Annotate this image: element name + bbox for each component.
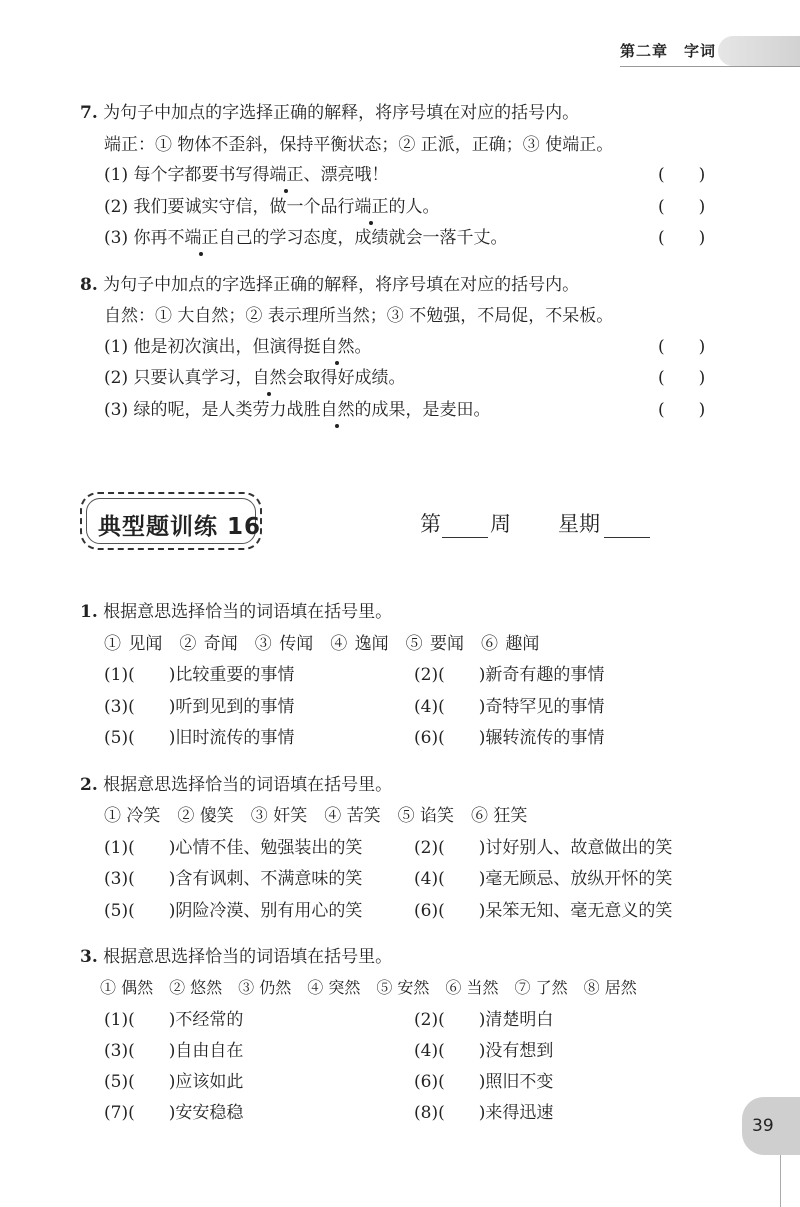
header-decoration [718,36,800,66]
dotted-word: 端正 [354,197,389,217]
weekday-blank[interactable] [604,537,650,538]
weekday-label: 星期 [558,512,600,536]
ex3-item-1[interactable]: (1)( )不经常的 [104,1010,244,1030]
sentence-text: 的成果，是麦田。 [354,400,491,420]
sentence-text: 。 [354,337,372,357]
ex2-item-2[interactable]: (2)( )讨好别人、故意做出的笑 [414,838,673,858]
sentence-text: (3) 你再不 [104,228,185,248]
ex2-item-5[interactable]: (5)( )阴险冷漠、别有用心的笑 [104,901,363,921]
answer-blank[interactable]: ( ) [658,197,706,217]
page-number: 39 [752,1116,774,1136]
dotted-word: 端正 [184,228,219,248]
ex2-prompt: 根据意思选择恰当的词语填在括号里。 [103,775,393,795]
ex3-item-6[interactable]: (6)( )照旧不变 [414,1072,554,1092]
ex3-item-2[interactable]: (2)( )清楚明白 [414,1010,554,1030]
ex2-options: ① 冷笑 ② 傻笑 ③ 奸笑 ④ 苦笑 ⑤ 谄笑 ⑥ 狂笑 [104,806,528,826]
ex1-item-2[interactable]: (2)( )新奇有趣的事情 [414,665,605,685]
ex1-item-3[interactable]: (3)( )听到见到的事情 [104,697,295,717]
ex3-item-4[interactable]: (4)( )没有想到 [414,1041,554,1061]
q7-sentence-1 [104,164,388,186]
ex3-options: ① 偶然 ② 悠然 ③ 仍然 ④ 突然 ⑤ 安然 ⑥ 当然 ⑦ 了然 ⑧ 居然 [100,978,637,997]
ex1-item-1[interactable]: (1)( )比较重要的事情 [104,665,295,685]
ex3-item-7[interactable]: (7)( )安安稳稳 [104,1103,244,1123]
sentence-text: (3) 绿的呢，是人类劳力战胜 [104,400,321,420]
q8-prompt-line [80,274,579,296]
answer-blank[interactable]: ( ) [658,368,706,388]
q7-prompt: 为句子中加点的字选择正确的解释，将序号填在对应的括号内。 [103,103,580,123]
ex3-number: 3. [80,947,98,967]
answer-blank[interactable]: ( ) [658,165,706,185]
q8-sentence-1 [104,336,371,358]
ex3-item-8[interactable]: (8)( )来得迅速 [414,1103,554,1123]
sentence-text: (1) 他是初次演出，但演得挺 [104,337,321,357]
q7-sentence-3 [104,227,507,249]
ex2-prompt-line [80,774,392,796]
ex1-item-6[interactable]: (6)( )辗转流传的事情 [414,728,605,748]
week-label-zhou: 周 [490,512,511,536]
page-edge-line [780,1155,781,1207]
ex1-prompt: 根据意思选择恰当的词语填在括号里。 [103,602,393,622]
q8-sentence-3 [104,399,490,421]
ex3-item-5[interactable]: (5)( )应该如此 [104,1072,244,1092]
answer-blank[interactable]: ( ) [658,228,706,248]
q8-prompt: 为句子中加点的字选择正确的解释，将序号填在对应的括号内。 [103,275,580,295]
q8-definitions: 自然：① 大自然；② 表示理所当然；③ 不勉强，不局促，不呆板。 [104,306,614,326]
answer-blank[interactable]: ( ) [658,337,706,357]
ex1-number: 1. [80,602,98,622]
ex1-prompt-line [80,601,392,623]
week-number-blank[interactable] [442,537,488,538]
sentence-text: 会取得好成绩。 [286,368,406,388]
q7-number: 7. [80,103,98,123]
ex2-item-1[interactable]: (1)( )心情不佳、勉强装出的笑 [104,838,363,858]
ex1-item-4[interactable]: (4)( )奇特罕见的事情 [414,697,605,717]
chapter-header: 第二章 字词 [620,42,717,60]
ex2-item-4[interactable]: (4)( )毫无顾忌、放纵开怀的笑 [414,869,673,889]
dotted-word: 自然 [320,400,355,420]
ex2-number: 2. [80,775,98,795]
ex3-prompt-line [80,946,392,968]
ex2-item-6[interactable]: (6)( )呆笨无知、毫无意义的笑 [414,901,673,921]
q7-definitions: 端正：① 物体不歪斜，保持平衡状态；② 正派，正确；③ 使端正。 [104,135,614,155]
q7-prompt-line [80,102,579,124]
sentence-text: (2) 只要认真学习， [104,368,253,388]
ex1-item-5[interactable]: (5)( )旧时流传的事情 [104,728,295,748]
dotted-word: 自然 [320,337,355,357]
sentence-text: 自己的学习态度，成绩就会一落千丈。 [218,228,508,248]
dotted-word: 端正 [269,165,304,185]
q8-sentence-2 [104,367,405,389]
header-rule [620,66,800,67]
sentence-text: 的人。 [388,197,440,217]
answer-blank[interactable]: ( ) [658,400,706,420]
sentence-text: (1) 每个字都要书写得 [104,165,270,185]
ex2-item-3[interactable]: (3)( )含有讽刺、不满意味的笑 [104,869,363,889]
sentence-text: 、漂亮哦！ [303,165,389,185]
q8-number: 8. [80,275,98,295]
sentence-text: (2) 我们要诚实守信，做一个品行 [104,197,355,217]
ex1-options: ① 见闻 ② 奇闻 ③ 传闻 ④ 逸闻 ⑤ 要闻 ⑥ 趣闻 [104,634,540,654]
ex3-item-3[interactable]: (3)( )自由自在 [104,1041,244,1061]
q7-sentence-2 [104,196,439,218]
week-label-di: 第 [420,512,441,536]
dotted-word: 自然 [252,368,287,388]
section-title: 典型题训练 16 [98,514,262,540]
ex3-prompt: 根据意思选择恰当的词语填在括号里。 [103,947,393,967]
